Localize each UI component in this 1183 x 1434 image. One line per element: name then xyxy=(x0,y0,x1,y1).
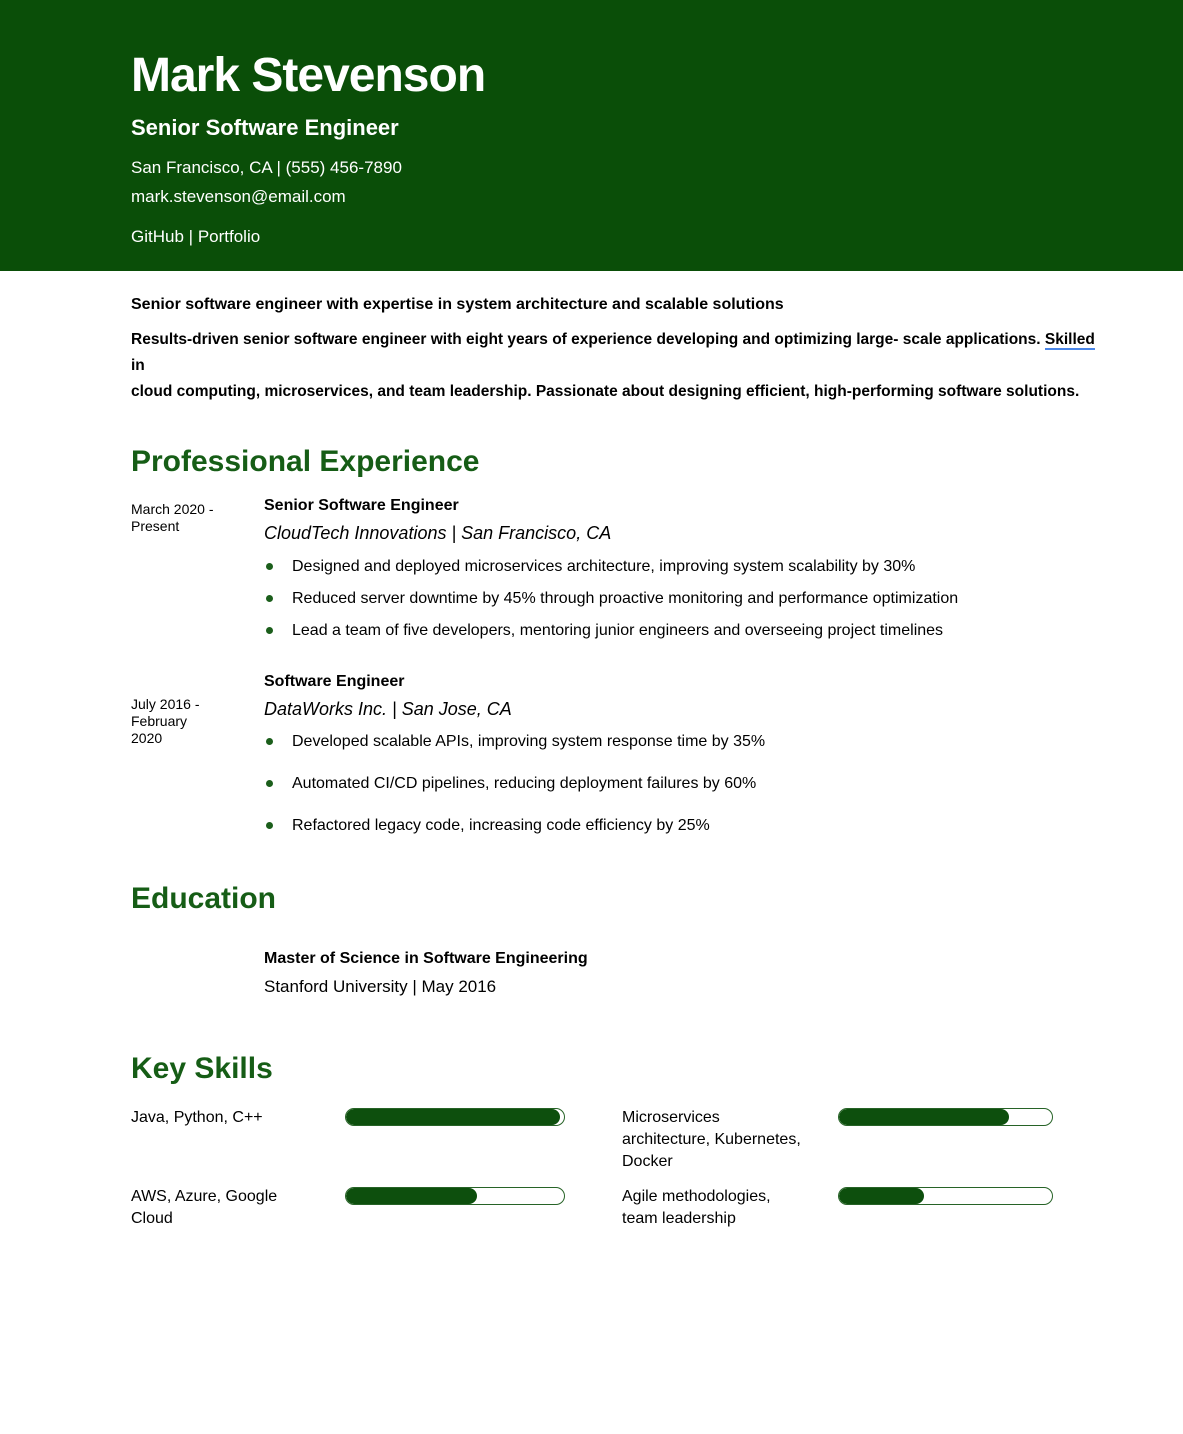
skill-label: Microservices architecture, Kubernetes, Docker xyxy=(622,1109,801,1170)
bullet-item xyxy=(264,621,1098,640)
skill-progress-bar xyxy=(838,1108,1053,1126)
column-spacer xyxy=(565,1186,622,1230)
bullet-text: Reduced server downtime by 45% through proactive monitoring and performance optimization xyxy=(292,590,959,607)
skill-progress-bar xyxy=(345,1108,565,1126)
skilled-link[interactable]: Skilled xyxy=(1044,331,1095,348)
summary-headline: Senior software engineer with expertise in system architecture and scalable solutions xyxy=(131,296,784,313)
job-company-location: CloudTech Innovations | San Francisco, CA xyxy=(264,523,612,543)
bullet-text: Refactored legacy code, increasing code efficiency by 25% xyxy=(292,817,710,834)
job-details xyxy=(264,672,1098,858)
column-spacer xyxy=(565,1107,622,1173)
bullet-item xyxy=(264,732,1098,751)
summary-paragraph xyxy=(131,327,1098,405)
skill-progress-fill xyxy=(839,1188,924,1204)
job-bullet-list xyxy=(264,557,1098,640)
candidate-name: Mark Stevenson xyxy=(131,49,486,102)
email-address: mark.stevenson@email.com xyxy=(131,187,346,206)
resume-body xyxy=(0,295,1183,1230)
github-link[interactable]: GitHub xyxy=(131,227,184,246)
skill-progress-fill xyxy=(839,1109,1009,1125)
job-company-location: DataWorks Inc. | San Jose, CA xyxy=(264,699,512,719)
bullet-text: Developed scalable APIs, improving system response time by 35% xyxy=(292,733,766,750)
profile-links xyxy=(131,227,1143,246)
location-phone: San Francisco, CA | (555) 456-7890 xyxy=(131,158,402,177)
job-dates: March 2020 - Present xyxy=(131,501,214,534)
summary-text-before: Results-driven senior software engineer with eight years of experience developing and optimizing large- scale applications. xyxy=(131,331,1045,348)
bullet-text: Automated CI/CD pipelines, reducing deployment failures by 60% xyxy=(292,775,757,792)
job-details xyxy=(264,496,1098,653)
bullet-item xyxy=(264,557,1098,576)
bullet-dot-icon xyxy=(266,563,273,570)
bullet-dot-icon xyxy=(266,822,273,829)
skill-progress-bar xyxy=(345,1187,565,1205)
summary-text-line2: cloud computing, microservices, and team leadership. Passionate about designing efficient, high-performing software solutions. xyxy=(131,383,1080,400)
skill-label: AWS, Azure, Google Cloud xyxy=(131,1188,278,1227)
bullet-dot-icon xyxy=(266,627,273,634)
experience-entry xyxy=(131,496,1098,653)
candidate-title: Senior Software Engineer xyxy=(131,115,399,140)
summary-text-after: in xyxy=(131,357,145,374)
link-separator: | xyxy=(188,227,194,246)
section-heading-experience: Professional Experience xyxy=(131,445,480,478)
skill-label: Java, Python, C++ xyxy=(131,1109,263,1126)
education-school-date: Stanford University | May 2016 xyxy=(264,977,497,996)
bullet-dot-icon xyxy=(266,595,273,602)
bullet-item xyxy=(264,774,1098,793)
job-title: Software Engineer xyxy=(264,673,405,690)
skill-progress-bar xyxy=(838,1187,1053,1205)
bullet-text: Lead a team of five developers, mentoring junior engineers and overseeing project timelines xyxy=(292,622,944,639)
job-dates: July 2016 - February 2020 xyxy=(131,696,200,746)
skill-label: Agile methodologies, team leadership xyxy=(622,1188,771,1227)
experience-entry xyxy=(131,672,1098,858)
bullet-text: Designed and deployed microservices architecture, improving system scalability by 30% xyxy=(292,558,916,575)
bullet-dot-icon xyxy=(266,738,273,745)
skills-grid xyxy=(131,1107,1098,1230)
skill-progress-fill xyxy=(346,1188,477,1204)
section-heading-skills: Key Skills xyxy=(131,1052,273,1085)
section-heading-education: Education xyxy=(131,882,277,915)
portfolio-link[interactable]: Portfolio xyxy=(197,227,261,246)
job-title: Senior Software Engineer xyxy=(264,497,459,514)
job-bullet-list xyxy=(264,732,1098,835)
skill-progress-fill xyxy=(346,1109,560,1125)
bullet-dot-icon xyxy=(266,780,273,787)
header-banner xyxy=(0,0,1183,271)
education-degree: Master of Science in Software Engineering xyxy=(264,950,588,967)
bullet-item xyxy=(264,816,1098,835)
education-entry xyxy=(264,949,1098,997)
bullet-item xyxy=(264,589,1098,608)
